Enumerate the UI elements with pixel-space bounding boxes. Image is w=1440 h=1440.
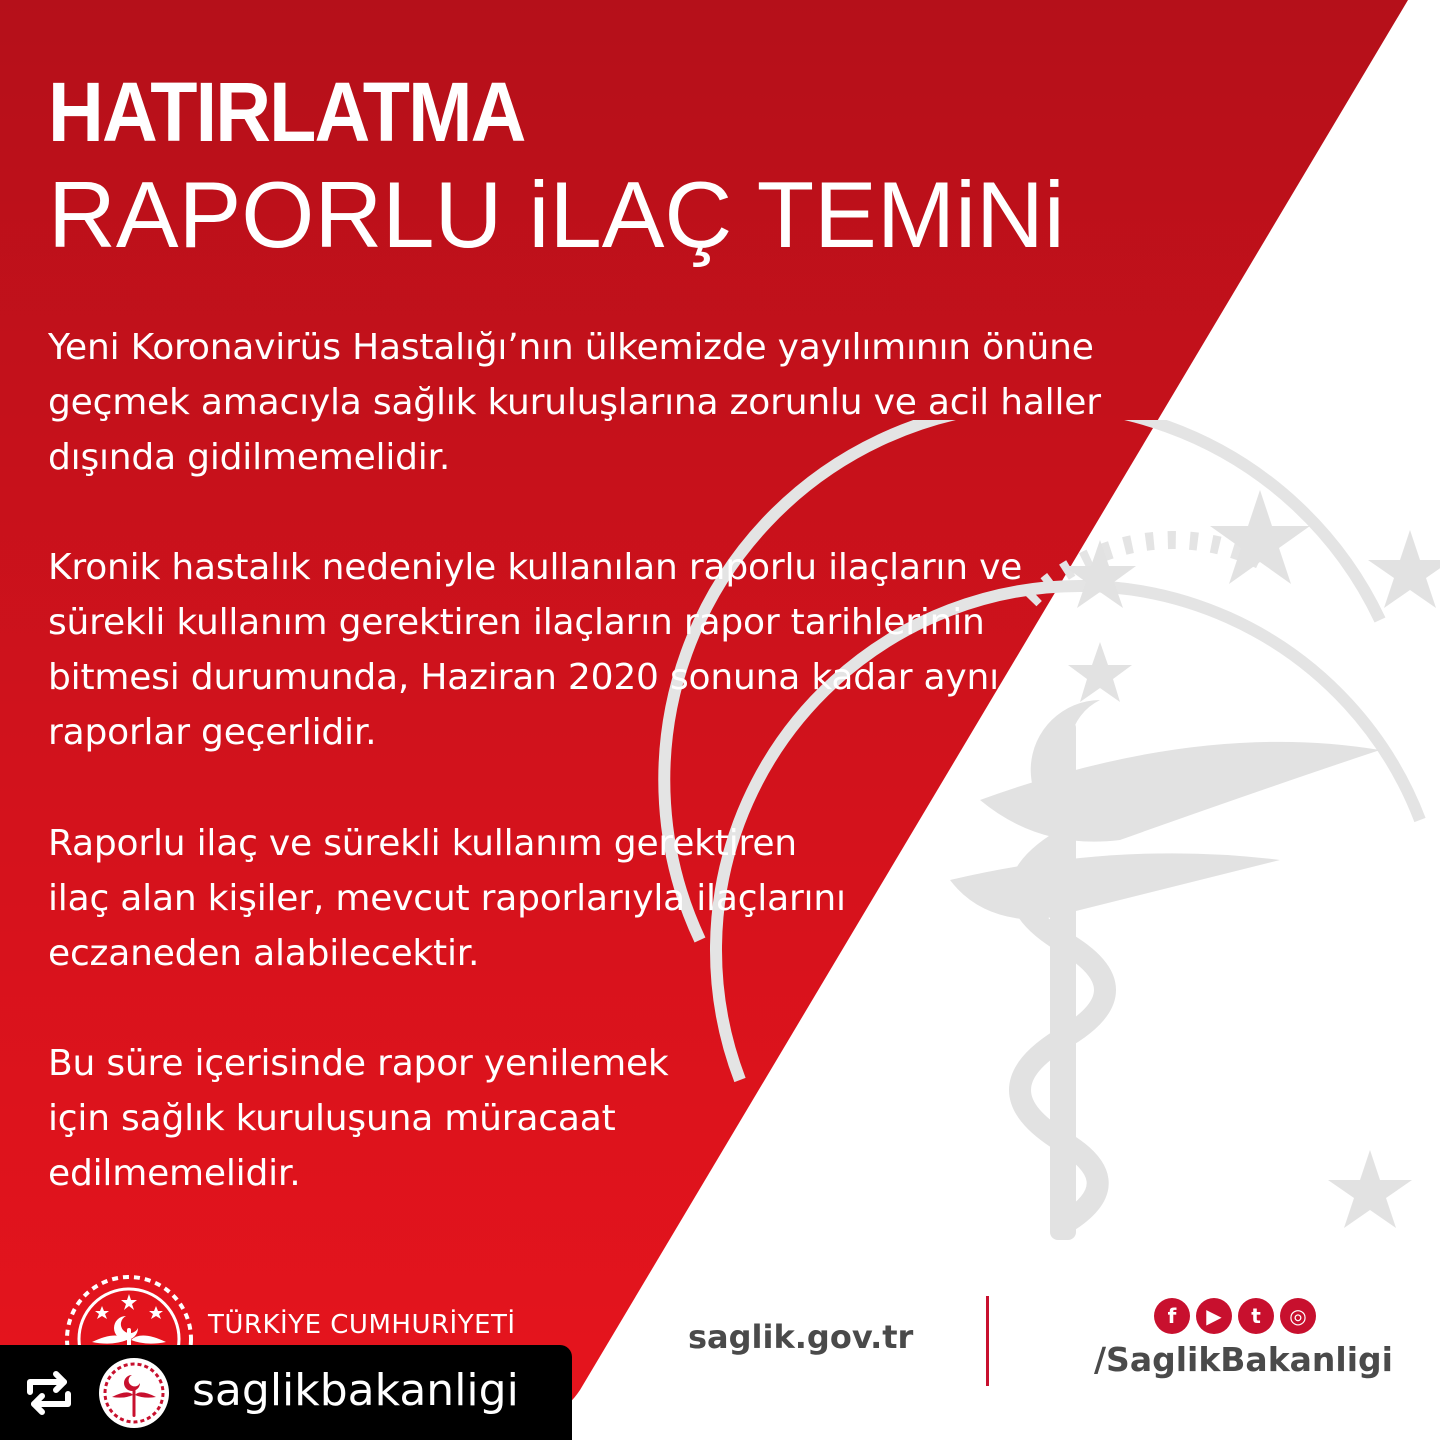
poster-title: HATIRLATMA xyxy=(48,65,525,159)
paragraph-2: Kronik hastalık nedeniyle kullanılan raporlu ilaçların ve sürekli kullanım gerektiren ilaçların rapor tarihlerinin bitmesi durumunda, Haziran 2020 sonuna kadar aynı raporlar geçerlidir. xyxy=(48,547,1023,753)
repost-username[interactable]: saglikbakanligi xyxy=(192,1365,519,1416)
paragraph-3: Raporlu ilaç ve sürekli kullanım gerektiren ilaç alan kişiler, mevcut raporlarıyla ilaçlarını eczaneden alabilecektir. xyxy=(48,823,846,974)
footer-divider xyxy=(986,1296,989,1386)
social-icons xyxy=(1154,1298,1316,1334)
repost-icon[interactable] xyxy=(20,1370,78,1416)
facebook-icon[interactable]: f xyxy=(1154,1298,1190,1334)
ministry-name: TÜRKİYE CUMHURİYETİ xyxy=(208,1310,516,1340)
social-handle[interactable]: /SaglikBakanligi xyxy=(1094,1340,1393,1379)
repost-bar[interactable] xyxy=(0,1345,572,1440)
twitter-icon[interactable]: t xyxy=(1238,1298,1274,1334)
avatar[interactable] xyxy=(98,1357,170,1429)
paragraph-4: Bu süre içerisinde rapor yenilemek için sağlık kuruluşuna müracaat edilmemelidir. xyxy=(48,1043,669,1194)
instagram-icon[interactable]: ◎ xyxy=(1280,1298,1316,1334)
youtube-icon[interactable]: ▶ xyxy=(1196,1298,1232,1334)
paragraph-1: Yeni Koronavirüs Hastalığı’nın ülkemizde yayılımının önüne geçmek amacıyla sağlık kuruluşlarına zorunlu ve acil haller dışında gidilmemelidir. xyxy=(48,327,1101,478)
poster-subtitle: RAPORLU iLAÇ TEMiNi xyxy=(48,162,1065,267)
website-link[interactable]: saglik.gov.tr xyxy=(688,1318,914,1356)
